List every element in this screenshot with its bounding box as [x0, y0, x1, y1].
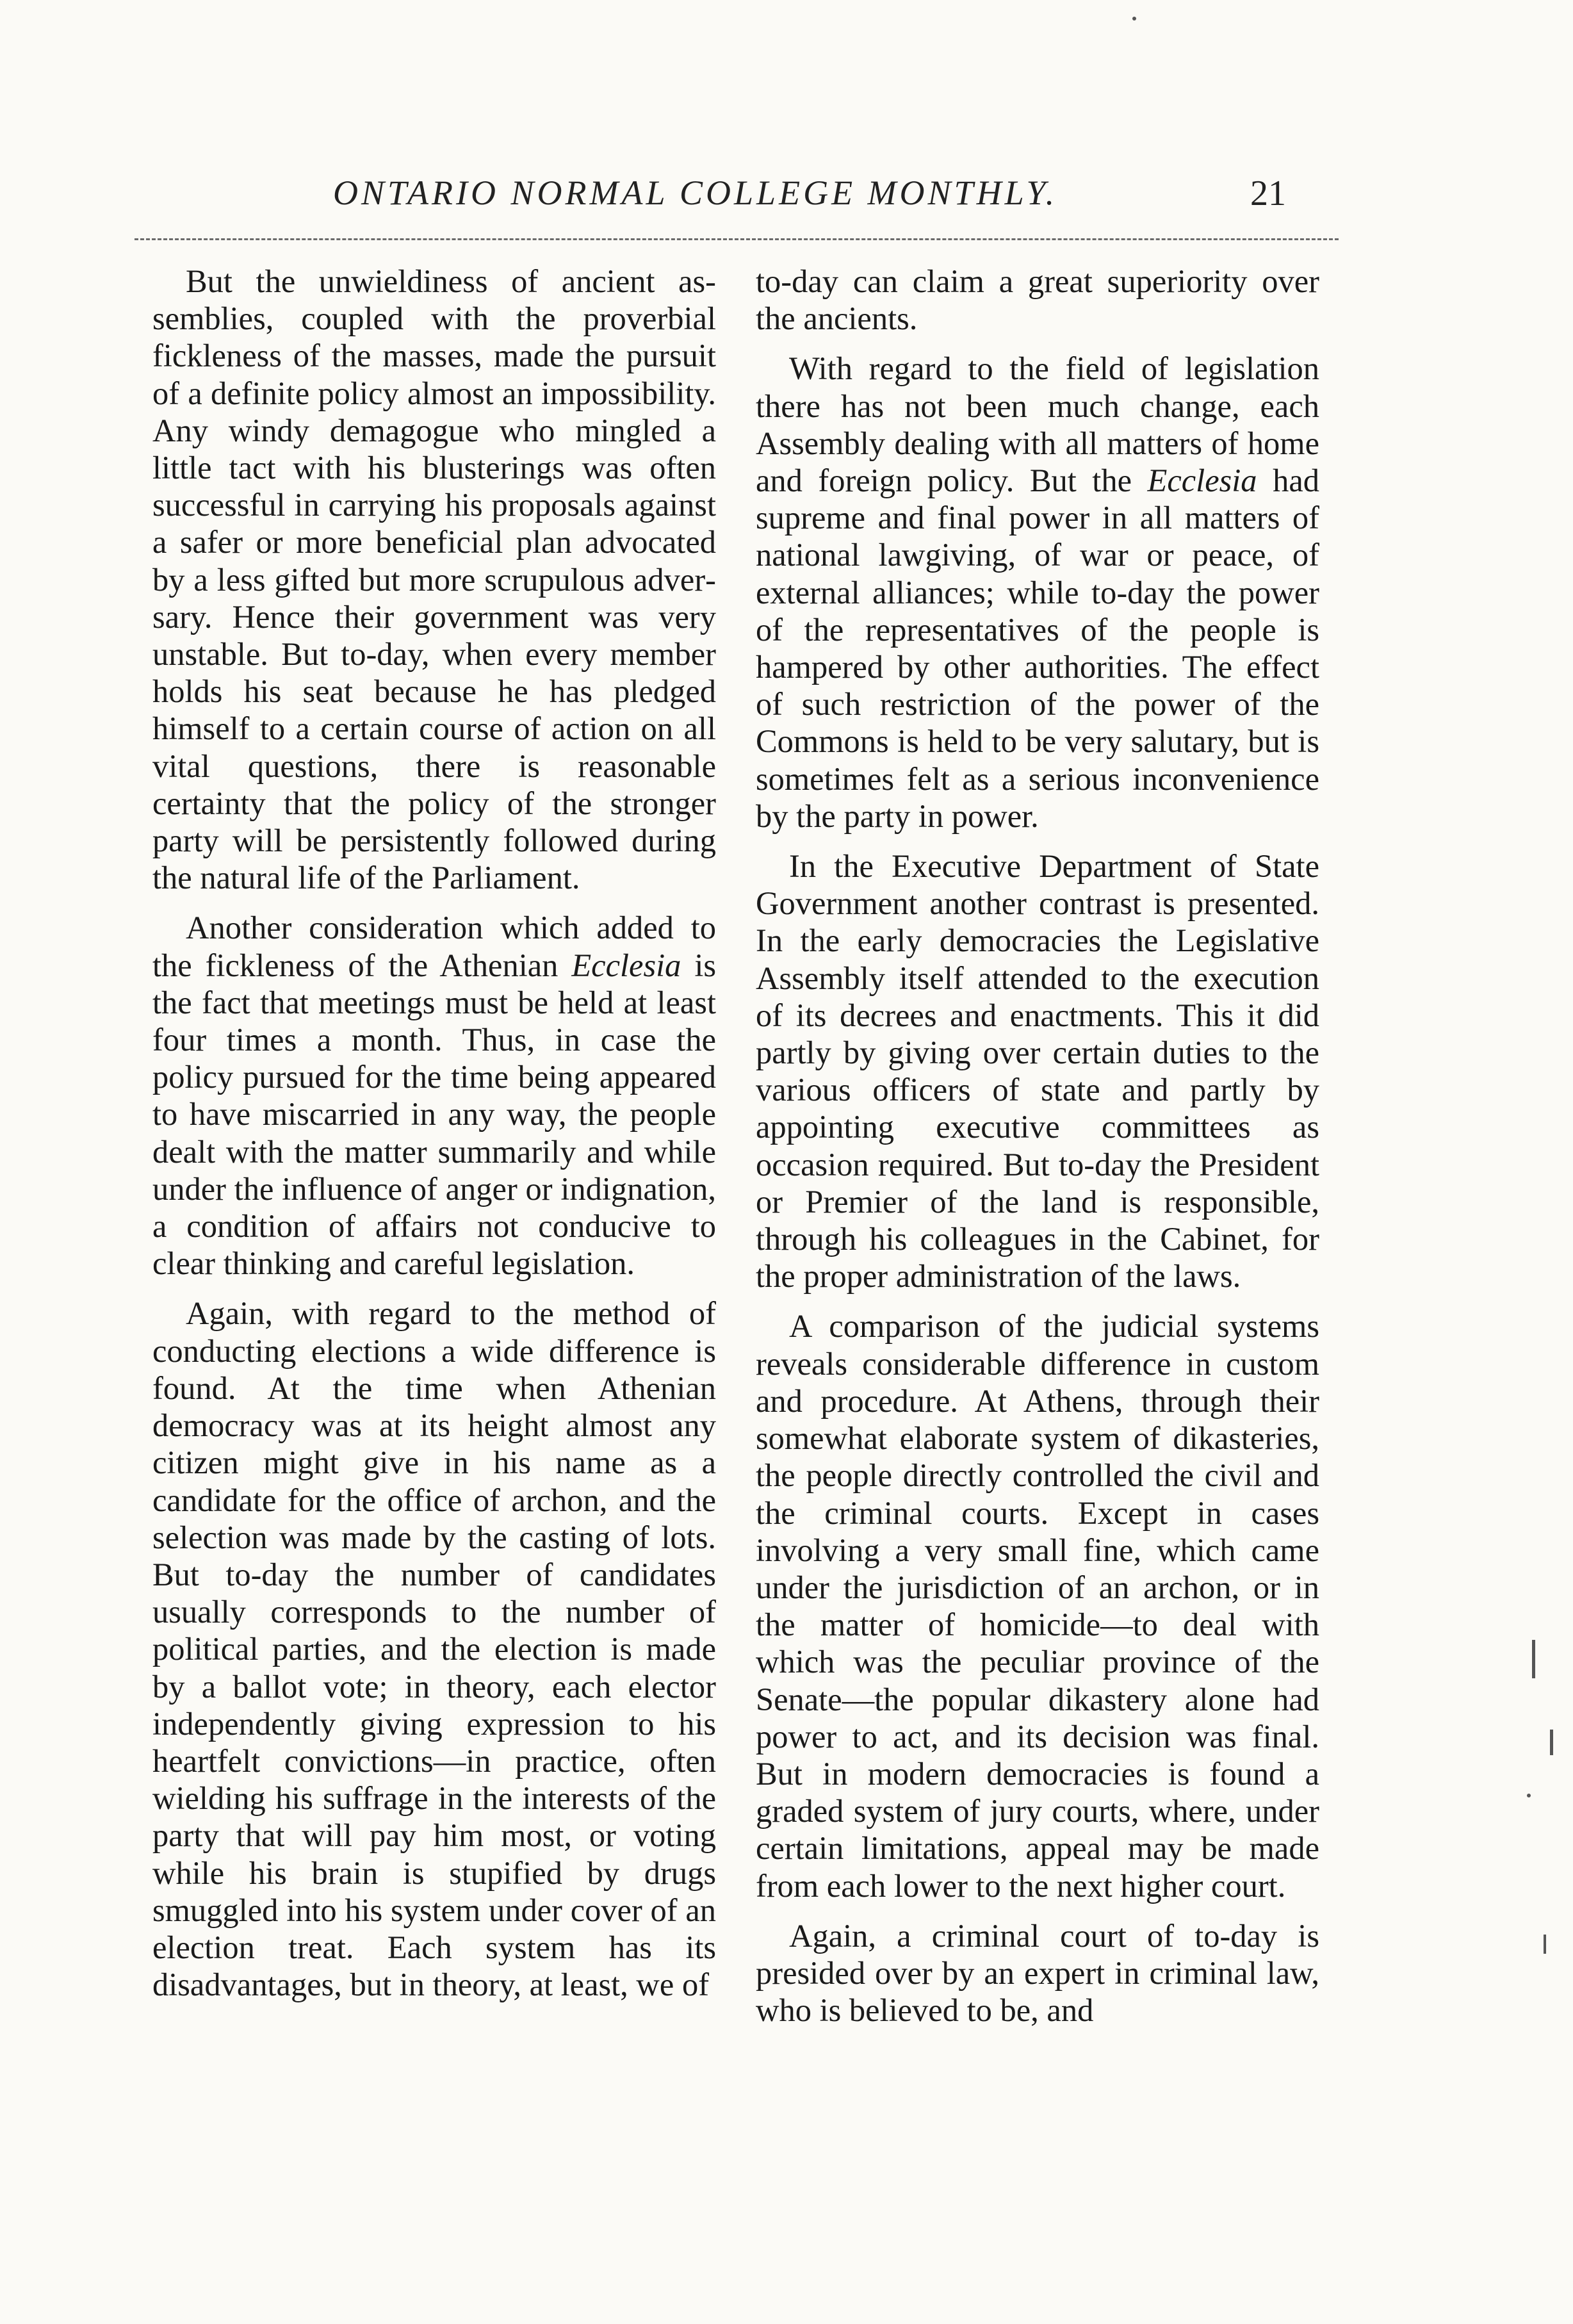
paragraph: In the Executive Department of State Government another contrast is presented. In the early democracies the Legislative Assembly itself attended to the execution of its decrees and enactments. This it did partly by giving over certain duties to the various officers of state and partly by appointing executive committees as occasion required. But to-day the President or Premier of the land is responsible, through his colleagues in the Cabinet, for the proper administration of the laws.	[756, 848, 1319, 1295]
paragraph-text: had supreme and final power in all matters of national lawgiving, of war or peace, of external alliances; while to-day the power of the representatives of the people is hampered by other authorities. The effect of such restriction of the power of the Commons is held to be very salutary, but is sometimes felt as a serious inconvenience by the party in power.	[756, 462, 1319, 834]
italic-term: Ecclesia	[571, 947, 681, 983]
paragraph: Again, a criminal court of to-day is presided over by an expert in criminal law, who is believed to be, and	[756, 1917, 1319, 2029]
italic-term: Ecclesia	[1147, 462, 1257, 499]
paragraph-text: Another consideration which added to the fickleness of the Athenian	[152, 910, 716, 983]
paragraph	[152, 909, 716, 1282]
running-header	[0, 173, 1573, 231]
paragraph: But the unwieldiness of ancient assemblies, coupled with the proverbial fickleness of the masses, made the pursuit of a definite policy almost an impossibility. Any windy demagogue who mingled a little tact with his blusterings was often successful in carrying his proposals against a safer or more beneficial plan advocated by a less gifted but more scrupulous adversary. Hence their government was very unstable. But to-day, when every member holds his seat because he has pledged himself to a certain course of action on all vital questions, there is reasonable certainty that the policy of the stronger party will be persistently followed during the natural life of the Parliament.	[152, 263, 716, 896]
paragraph-continuation: to-day can claim a great superiority over the ancients.	[756, 263, 1319, 337]
left-column	[152, 263, 716, 2016]
scan-speck	[1544, 1935, 1546, 1954]
header-rule	[134, 238, 1339, 240]
right-column	[756, 263, 1319, 2042]
scan-speck	[1532, 1640, 1535, 1678]
paragraph	[756, 350, 1319, 835]
paragraph: A comparison of the judicial systems reveals considerable difference in custom and procedure. At Athens, through their somewhat elaborate system of dikasteries, the people directly controlled the civil and the criminal courts. Except in cases involving a very small fine, which came under the jurisdiction of an archon, or in the matter of homicide—to deal with which was the peculiar province of the Senate—the popular dikastery alone had power to act, and its decision was final. But in modern democracies is found a graded system of jury courts, where, under certain limitations, appeal may be made from each lower to the next higher court.	[756, 1308, 1319, 1904]
page-number: 21	[1250, 174, 1286, 213]
scan-speck	[1550, 1730, 1553, 1755]
paragraph: Again, with regard to the method of conducting elections a wide difference is found. At the time when Athenian democracy was at its height almost any citizen might give in his name as a candidate for the office of archon, and the selection was made by the casting of lots. But to-day the number of candidates usually corresponds to the number of political parties, and the election is made by a ballot vote; in theory, each elector independently giving expression to his heartfelt convictions—in practice, often wielding his suffrage in the interests of the party that will pay him most, or voting while his brain is stupified by drugs smuggled into his system under cover of an election treat. Each system has its disadvantages, but in theory, at least, we of	[152, 1295, 716, 2003]
scan-speck	[1527, 1794, 1531, 1797]
paragraph-text: is the fact that meetings must be held at least four times a month. Thus, in case the policy pursued for the time being appeared to have miscarried in any way, the people dealt with the matter summarily and while under the influence of anger or indignation, a condition of affairs not conducive to clear thinking and careful legislation.	[152, 947, 716, 1282]
running-title: ONTARIO NORMAL COLLEGE MONTHLY.	[333, 174, 1058, 212]
paragraph-text: With regard to the field of legislation there has not been much change, each Assembly dealing with all matters of home and foreign policy. But the	[756, 350, 1319, 499]
scan-speck	[1132, 17, 1136, 20]
